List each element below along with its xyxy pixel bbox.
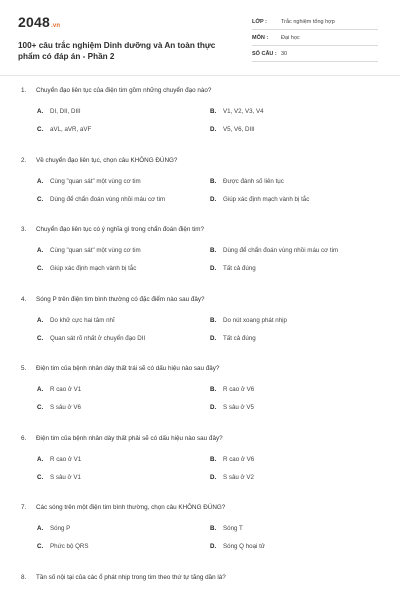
option-text: Do khử cực hai tâm nhĩ (50, 316, 115, 324)
question-item (18, 222, 382, 292)
option-text: Do nút xoang phát nhịp (223, 316, 287, 324)
answer-option[interactable] (37, 525, 210, 532)
question-stem (18, 431, 382, 451)
answer-options (18, 173, 382, 203)
option-letter: B. (210, 386, 217, 393)
option-text: Sóng T (223, 525, 243, 532)
option-text: R cao ở V1 (50, 386, 82, 393)
option-letter: C. (37, 265, 44, 272)
option-text: R cao ở V6 (223, 386, 255, 393)
question-text: Các sóng trên một điện tim bình thường, chọn câu KHÔNG ĐÚNG? (36, 504, 226, 511)
answer-options (18, 312, 382, 342)
logo-text: 2048 (18, 14, 50, 30)
answer-option[interactable] (210, 525, 382, 532)
question-text: Về chuyển đạo liên tục, chọn câu KHÔNG ĐÚNG? (36, 156, 178, 164)
question-number: 2. (21, 156, 27, 164)
answer-option[interactable] (37, 386, 210, 393)
question-text: Chuyển đạo liên tục có ý nghĩa gì trong chẩn đoán điện tim? (36, 226, 205, 233)
meta-row-class (252, 14, 378, 30)
question-stem (18, 500, 382, 520)
answer-option[interactable] (37, 543, 210, 550)
meta-key: SỐ CÂU : (252, 50, 277, 57)
meta-value: Trắc nghiệm tổng hợp (281, 18, 335, 25)
question-item (18, 292, 382, 362)
option-text: V1, V2, V3, V4 (223, 108, 264, 115)
answer-option[interactable] (37, 456, 210, 463)
option-text: Phức bộ QRS (50, 543, 89, 550)
option-letter: D. (210, 404, 217, 411)
question-stem (18, 361, 382, 381)
answer-option[interactable] (37, 317, 210, 324)
answer-option[interactable] (210, 335, 382, 342)
site-logo[interactable] (18, 14, 233, 30)
option-text: Tất cả đúng (223, 265, 256, 272)
option-letter: A. (37, 316, 44, 324)
question-item (18, 153, 382, 223)
question-number: 5. (21, 365, 27, 372)
option-letter: C. (37, 543, 44, 550)
option-letter: B. (210, 177, 217, 185)
question-stem (18, 153, 382, 173)
question-stem (18, 292, 382, 312)
option-text: R cao ở V1 (50, 455, 82, 463)
question-number: 7. (21, 504, 27, 511)
option-letter: A. (37, 455, 44, 463)
option-letter: C. (37, 126, 44, 133)
question-number: 8. (21, 573, 27, 581)
option-letter: D. (210, 334, 217, 342)
option-text: S sâu ở V1 (50, 473, 81, 481)
question-item (18, 431, 382, 501)
logo-suffix: .vn (50, 23, 61, 29)
option-letter: D. (210, 265, 217, 272)
option-letter: B. (210, 455, 217, 463)
answer-option[interactable] (210, 386, 382, 393)
answer-option[interactable] (37, 178, 210, 185)
option-letter: C. (37, 473, 44, 481)
document-title: 100+ câu trắc nghiệm Dinh dưỡng và An toàn thực phẩm có đáp án - Phần 2 (18, 41, 216, 61)
answer-option[interactable] (210, 404, 382, 411)
question-number: 6. (21, 434, 27, 442)
header (18, 0, 382, 75)
answer-option[interactable] (210, 456, 382, 463)
option-letter: A. (37, 386, 44, 393)
option-letter: C. (37, 195, 44, 203)
answer-option[interactable] (210, 196, 382, 203)
option-text: Dùng để chẩn đoán vùng nhồi máu cơ tim (50, 195, 166, 203)
meta-key: LỚP : (252, 18, 267, 25)
question-item (18, 570, 382, 600)
option-text: Giúp xác định mạch vành bị tắc (50, 265, 137, 272)
option-letter: B. (210, 108, 217, 115)
answer-option[interactable] (37, 335, 210, 342)
answer-option[interactable] (210, 474, 382, 481)
option-letter: B. (210, 525, 217, 532)
option-letter: C. (37, 334, 44, 342)
answer-option[interactable] (210, 543, 382, 550)
question-stem (18, 570, 382, 590)
option-text: aVL, aVR, aVF (50, 126, 92, 133)
answer-option[interactable] (210, 178, 382, 185)
question-number: 4. (21, 295, 27, 303)
question-text: Điện tim của bệnh nhân dày thất phải sẽ có dấu hiệu nào sau đây? (36, 434, 223, 442)
question-item (18, 361, 382, 431)
option-text: S sâu ở V6 (50, 404, 81, 411)
option-letter: A. (37, 108, 44, 115)
answer-option[interactable] (37, 108, 210, 115)
question-text: Chuyển đạo liên tục của điện tim gồm những chuyển đạo nào? (36, 87, 212, 94)
option-letter: C. (37, 404, 44, 411)
answer-options (18, 103, 382, 133)
option-text: S sâu ở V2 (223, 473, 254, 481)
option-letter: A. (37, 247, 44, 254)
answer-option[interactable] (37, 265, 210, 272)
option-letter: D. (210, 126, 217, 133)
option-text: V5, V6, DIII (223, 126, 255, 133)
answer-options (18, 451, 382, 481)
question-text: Tần số nội tại của các ổ phát nhịp trong tim theo thứ tự tăng dần là? (36, 573, 226, 581)
option-letter: B. (210, 316, 217, 324)
answer-option[interactable] (37, 247, 210, 254)
meta-value: Đại học (281, 34, 300, 41)
answer-option[interactable] (37, 474, 210, 481)
option-text: S sâu ở V5 (223, 404, 254, 411)
answer-option[interactable] (37, 404, 210, 411)
option-letter: D. (210, 543, 217, 550)
option-letter: A. (37, 525, 44, 532)
option-text: Cùng "quan sát" một vùng cơ tim (50, 177, 141, 185)
option-letter: A. (37, 177, 44, 185)
answer-option[interactable] (210, 265, 382, 272)
option-text: R cao ở V6 (223, 455, 255, 463)
option-text: Được đánh số liên tục (223, 177, 284, 185)
option-text: Sóng Q hoại tử (223, 543, 265, 550)
option-letter: D. (210, 195, 217, 203)
meta-table (252, 14, 378, 75)
answer-option[interactable] (210, 126, 382, 133)
question-text: Sóng P trên điện tim bình thường có đặc điểm nào sau đây? (36, 295, 205, 303)
question-stem (18, 222, 382, 242)
meta-key: MÔN : (252, 34, 269, 41)
option-text: Quan sát rõ nhất ở chuyển đạo DII (50, 334, 146, 342)
option-text: Tất cả đúng (223, 334, 256, 342)
answer-option[interactable] (37, 126, 210, 133)
question-item (18, 83, 382, 153)
answer-options (18, 520, 382, 550)
option-text: Sóng P (50, 525, 71, 532)
question-item (18, 500, 382, 570)
question-number: 3. (21, 226, 27, 233)
answer-option[interactable] (210, 317, 382, 324)
question-number: 1. (21, 87, 27, 94)
question-list (18, 76, 382, 600)
answer-option[interactable] (210, 108, 382, 115)
question-text: Điện tim của bệnh nhân dày thất trái sẽ có dấu hiệu nào sau đây? (36, 365, 220, 372)
answer-options (18, 381, 382, 411)
option-letter: D. (210, 473, 217, 481)
option-text: Cùng "quan sát" một vùng cơ tim (50, 247, 141, 254)
option-text: Giúp xác định mạch vành bị tắc (223, 195, 310, 203)
meta-row-subject (252, 30, 378, 46)
question-stem (18, 83, 382, 103)
option-text: DI, DII, DIII (50, 108, 81, 115)
answer-option[interactable] (37, 196, 210, 203)
answer-options (18, 242, 382, 272)
answer-option[interactable] (210, 247, 382, 254)
option-text: Dùng để chẩn đoán vùng nhồi máu cơ tim (223, 247, 339, 254)
option-letter: B. (210, 247, 217, 254)
brand-column (18, 14, 233, 75)
meta-row-count (252, 46, 378, 62)
meta-value: 30 (281, 50, 288, 57)
